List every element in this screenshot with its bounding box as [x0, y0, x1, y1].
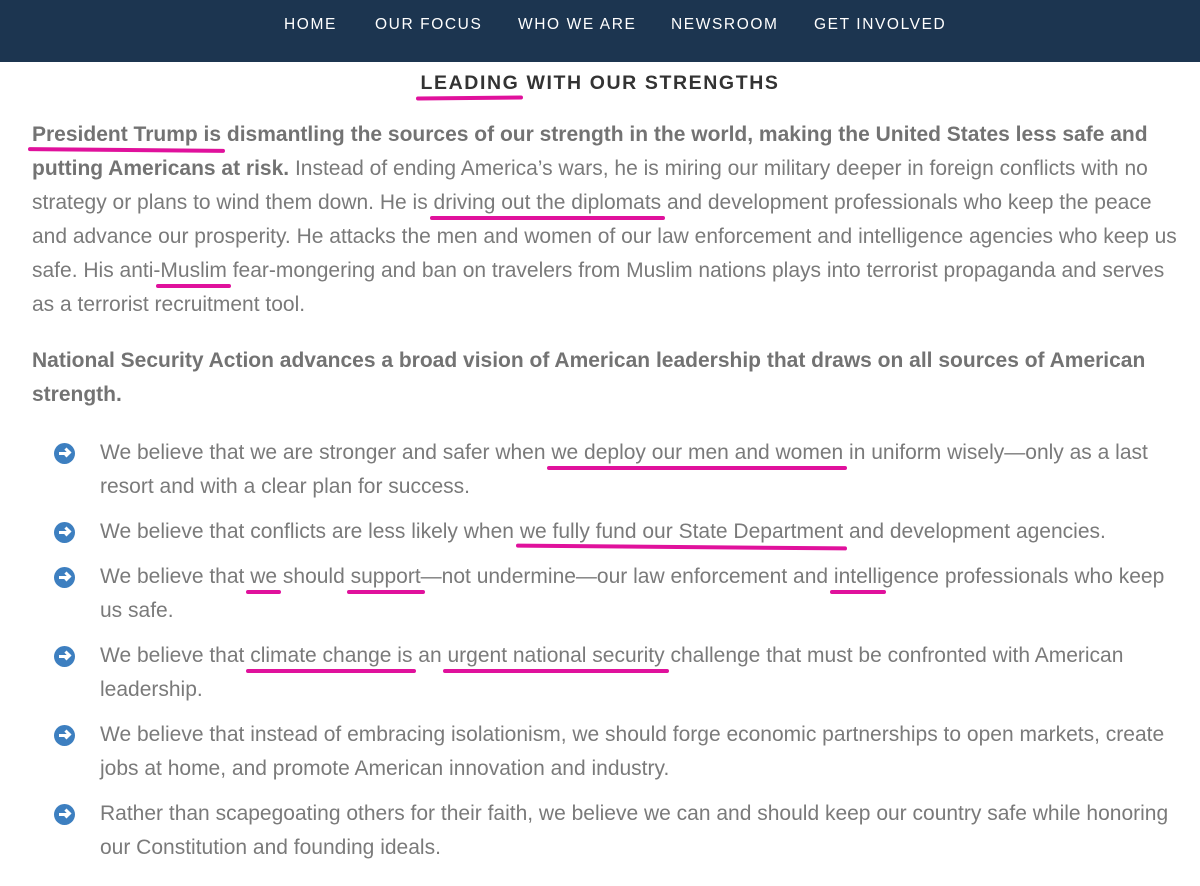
arrow-circle-right-icon	[54, 804, 75, 825]
highlight-diplomats	[434, 191, 662, 214]
belief-text: should	[277, 565, 351, 588]
highlight-intelligence	[834, 565, 882, 588]
pink-underline-mark	[830, 590, 886, 594]
belief-text: Rather than scapegoating others for their faith, we believe we can and should keep our country safe while honoring our Constitution and founding ideals.	[100, 802, 1169, 859]
intro-bold-rest: dismantling the sources of our strength in the world, making the United States less safe and putting Americans at risk.	[32, 123, 1148, 180]
highlight-climate-change	[250, 644, 412, 667]
heading-word-leading: LEADING	[420, 72, 520, 94]
pink-underline-mark	[156, 284, 231, 288]
highlight-support	[351, 565, 421, 588]
list-item	[52, 515, 1192, 549]
pink-underline-mark	[416, 95, 523, 100]
belief-underlined: we deploy our men and women	[551, 441, 844, 464]
belief-underlined: climate change is	[250, 644, 413, 667]
belief-text: We believe that	[100, 565, 251, 588]
intro-paragraph	[32, 118, 1187, 322]
pink-underline-mark	[246, 590, 281, 594]
pink-underline-mark	[516, 544, 847, 551]
nav-home[interactable]: HOME	[284, 16, 337, 33]
vision-statement: National Security Action advances a broad vision of American leadership that draws on all sources of American strength.	[32, 349, 1146, 406]
list-item	[52, 718, 1192, 786]
intro-text-2: and development professionals who keep the peace and advance our prosperity. He attacks the men and women of our law enforcement and intelligence agencies who keep us safe. His anti-	[32, 191, 1177, 282]
pink-underline-mark	[246, 669, 416, 673]
list-item	[52, 436, 1192, 504]
intro-underline-muslim: Muslim	[160, 259, 227, 282]
belief-text: We believe that we are stronger and safer when	[100, 441, 552, 464]
highlight-president-trump	[32, 123, 221, 146]
intro-text-3: fear-mongering and ban on travelers from Muslim nations plays into terrorist propaganda and serves as a terrorist recruitment tool.	[32, 259, 1165, 316]
pink-underline-mark	[28, 147, 225, 153]
list-item	[52, 639, 1192, 707]
belief-text: and development agencies.	[843, 520, 1106, 543]
nav-newsroom[interactable]: NEWSROOM	[671, 16, 779, 33]
heading-rest: WITH OUR STRENGTHS	[519, 72, 780, 94]
belief-underlined: urgent national security	[447, 644, 665, 667]
belief-underlined: we	[250, 565, 278, 588]
pink-underline-mark	[443, 669, 668, 673]
nav-get-involved[interactable]: GET INVOLVED	[814, 16, 947, 33]
pink-underline-mark	[347, 590, 425, 594]
arrow-circle-right-icon	[54, 646, 75, 667]
highlight-deploy	[551, 441, 843, 464]
belief-text: an	[412, 644, 448, 667]
section-heading	[0, 71, 1200, 95]
nav-who-we-are[interactable]: WHO WE ARE	[518, 16, 637, 33]
arrow-circle-right-icon	[54, 725, 75, 746]
belief-text: —not undermine—our law enforcement and	[420, 565, 834, 588]
highlight-state-department	[520, 520, 843, 543]
arrow-circle-right-icon	[54, 522, 75, 543]
heading-highlight	[420, 72, 519, 94]
pink-underline-mark	[430, 216, 666, 220]
belief-underlined: support	[350, 565, 421, 588]
belief-text: challenge that must be confronted with American leadership.	[100, 644, 1124, 701]
belief-underlined: intelli	[833, 565, 882, 588]
belief-text: We believe that conflicts are less likely when	[100, 520, 520, 543]
nav-our-focus[interactable]: OUR FOCUS	[375, 16, 483, 33]
intro-underline-diplomats: driving out the diplomats	[433, 191, 662, 214]
belief-text: We believe that	[100, 644, 251, 667]
arrow-circle-right-icon	[54, 567, 75, 588]
highlight-national-security	[447, 644, 664, 667]
beliefs-list	[52, 436, 1192, 876]
intro-bold-lead: President Trump is	[32, 123, 222, 146]
intro-text-1: Instead of ending America’s wars, he is miring our military deeper in foreign conflicts with no strategy or plans to wind them down. He is	[32, 157, 1148, 214]
highlight-we	[250, 565, 277, 588]
pink-underline-mark	[547, 466, 847, 470]
belief-text: in uniform wisely—only as a last resort and with a clear plan for success.	[100, 441, 1148, 498]
arrow-circle-right-icon	[54, 443, 75, 464]
belief-underlined: we fully fund our State Department	[519, 520, 844, 543]
highlight-muslim	[160, 259, 227, 282]
belief-text: gence professionals who keep us safe.	[100, 565, 1165, 622]
top-nav	[0, 0, 1200, 62]
belief-text: We believe that instead of embracing isolationism, we should forge economic partnerships to open markets, create jobs at home, and promote American innovation and industry.	[100, 723, 1165, 780]
list-item	[52, 560, 1192, 628]
list-item	[52, 797, 1192, 865]
